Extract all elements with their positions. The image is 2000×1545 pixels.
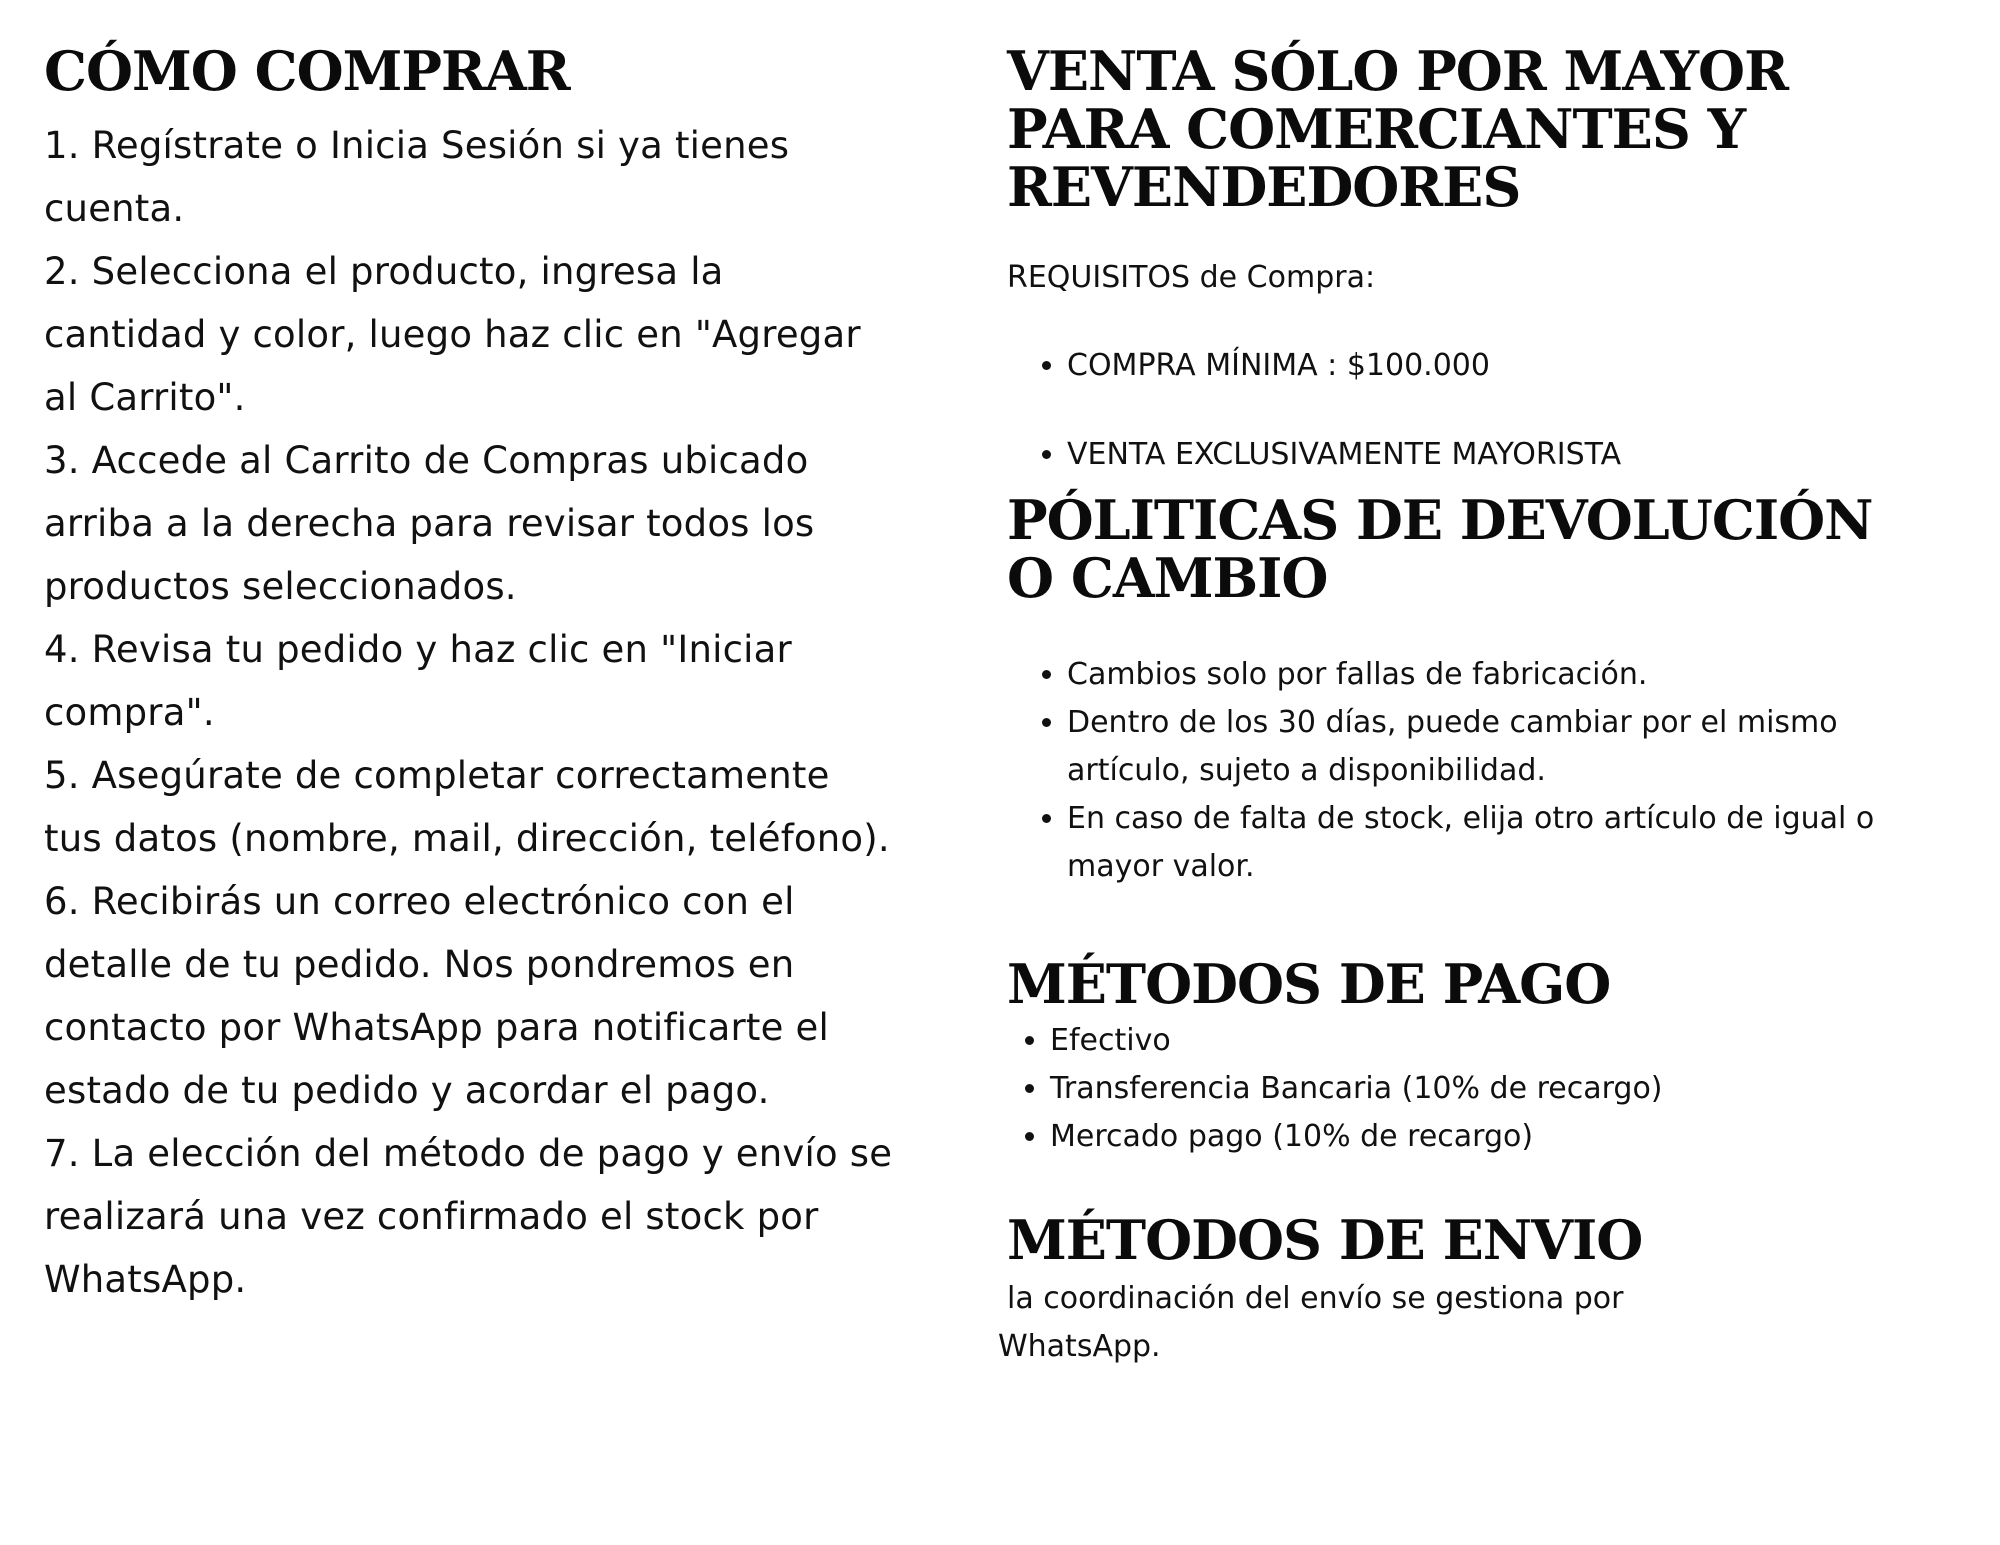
step-6: 6. Recibirás un correo electrónico con el detalle de tu pedido. Nos pondremos en contacto por WhatsApp para notificarte el estado de tu pedido y acordar el pago. [44,880,829,1112]
list-item: • Efectivo [1050,1017,1907,1065]
payment-methods-title: MÉTODOS DE PAGO [1007,952,1611,1016]
returns-policy-list [1007,651,1907,891]
step-7: 7. La elección del método de pago y envío se realizará una vez confirmado el stock por WhatsApp. [44,1132,893,1301]
how-to-buy-steps [44,114,894,1311]
wholesale-title: VENTA SÓLO POR MAYOR PARA COMERCIANTES Y REVENDEDORES [1007,39,1788,219]
returns-policy-title: PÓLITICAS DE DEVOLUCIÓN O CAMBIO [1007,488,1873,610]
how-to-buy-section [44,38,894,1311]
how-to-buy-title: CÓMO COMPRAR [44,39,570,103]
list-item: • Cambios solo por fallas de fabricación. [1067,651,1907,699]
list-item: • En caso de falta de stock, elija otro artículo de igual o mayor valor. [1067,795,1907,891]
list-item: • Dentro de los 30 días, puede cambiar por el mismo artículo, sujeto a disponibilidad. [1067,699,1907,795]
step-3: 3. Accede al Carrito de Compras ubicado arriba a la derecha para revisar todos los productos seleccionados. [44,439,815,608]
step-5: 5. Asegúrate de completar correctamente tus datos (nombre, mail, dirección, teléfono). [44,754,890,860]
shipping-text-body: la coordinación del envío se gestiona por WhatsApp. [998,1281,1624,1364]
list-item: • Transferencia Bancaria (10% de recargo) [1050,1065,1907,1113]
list-item: • COMPRA MÍNIMA : $100.000 [1067,342,1907,390]
step-4: 4. Revisa tu pedido y haz clic en "Iniciar compra". [44,628,792,734]
payment-methods-list [1007,1017,1907,1161]
shipping-text [998,1275,1758,1371]
requirements-list [1007,342,1907,479]
shipping-methods-title: MÉTODOS DE ENVIO [1007,1208,1643,1272]
step-2: 2. Selecciona el producto, ingresa la cantidad y color, luego haz clic en "Agregar al Carrito". [44,250,861,419]
requirements-label: REQUISITOS de Compra: [1007,260,1376,295]
policies-section [998,39,1907,1371]
list-item: • Mercado pago (10% de recargo) [1050,1113,1907,1161]
step-1: 1. Regístrate o Inicia Sesión si ya tienes cuenta. [44,124,790,230]
list-item: • VENTA EXCLUSIVAMENTE MAYORISTA [1067,431,1907,479]
